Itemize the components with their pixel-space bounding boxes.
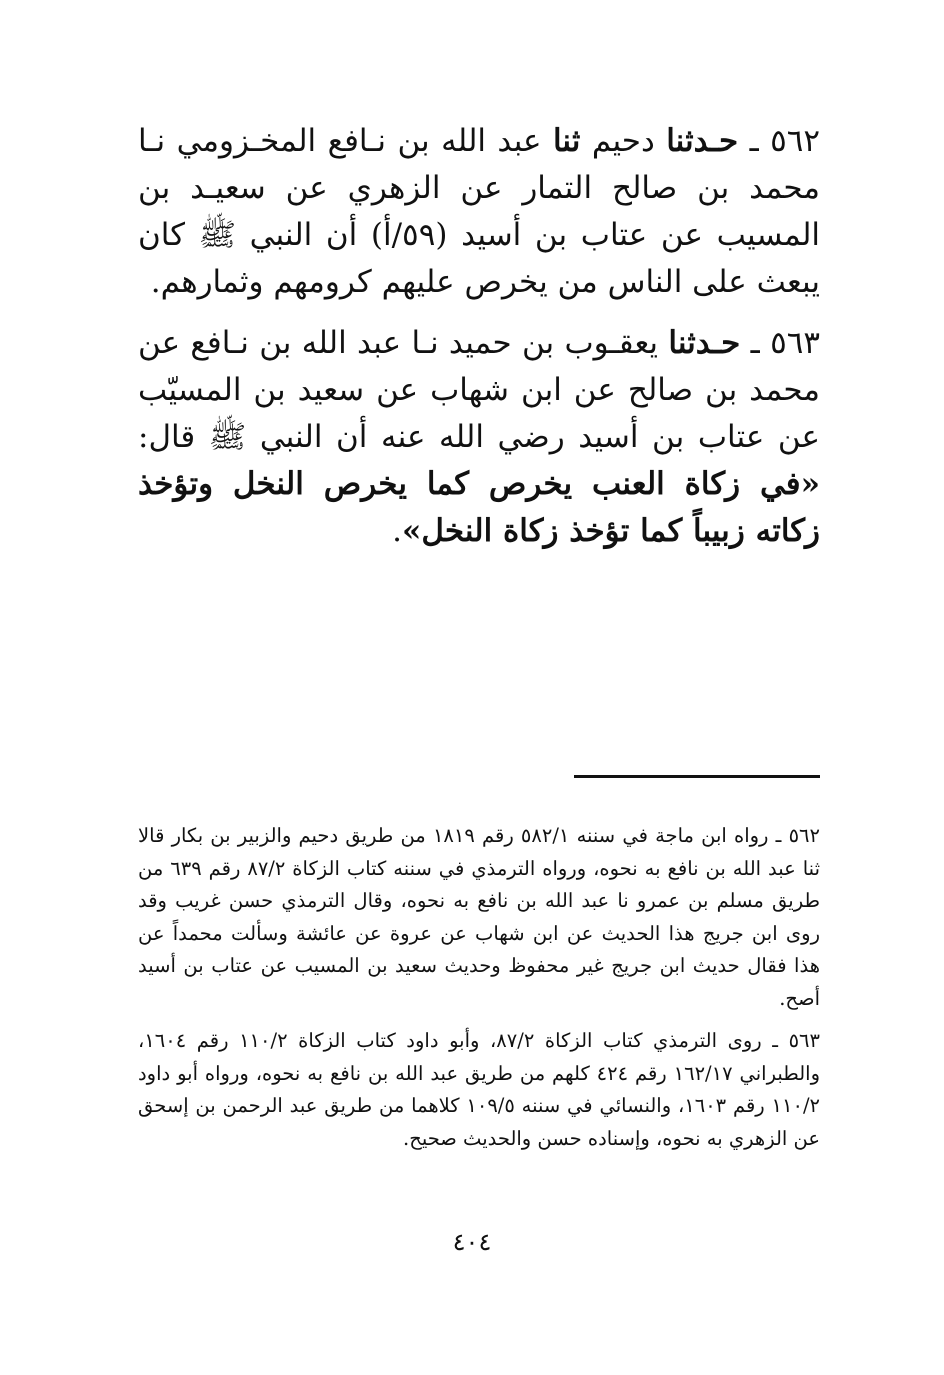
footnote-562: ٥٦٢ ـ رواه ابن ماجة في سننه ٥٨٢/١ رقم ١٨١٩ من طريق دحيم والزبير بن بكار قالا ثنا عبد الله بن نافع به نحوه، ورواه الترمذي في سننه كتاب الزكاة ٨٧/٢ رقم ٦٣٩ من طريق مسلم بن عمرو نا عبد الله بن نافع به نحوه، وقال الترمذي حسن غريب وقد روى ابن جريج هذا الحديث عن ابن شهاب عن عروة عن عائشة وسألت محمداً عن هذا فقال حديث ابن جريج غير محفوظ وحديث سعيد بن المسيب عن عتاب بن أسيد أصح. bbox=[138, 824, 820, 1010]
narration-verb: حـدثنا bbox=[668, 325, 741, 361]
narration-verb: حـدثنا bbox=[666, 123, 739, 159]
main-text bbox=[138, 118, 820, 569]
footnote-divider bbox=[574, 775, 820, 778]
footnote-563: ٥٦٣ ـ روى الترمذي كتاب الزكاة ٨٧/٢، وأبو داود كتاب الزكاة ١١٠/٢ رقم ١٦٠٤، والطبراني ١٦٢/١٧ رقم ٤٢٤ كلهم من طريق عبد الله بن نافع به نحوه، ورواه أبو داود ١١٠/٢ رقم ١٦٠٣، والنسائي في سننه ١٠٩/٥ كلاهما من طريق عبد الرحمن بن إسحق عن الزهري به نحوه، وإسناده حسن والحديث صحيح. bbox=[138, 1029, 820, 1150]
hadith-end: . bbox=[392, 513, 402, 549]
hadith-number: ٥٦٢ ـ bbox=[749, 123, 821, 159]
isnad-text: دحيم bbox=[580, 123, 667, 159]
hadith-563 bbox=[138, 320, 820, 555]
matn-text: «في زكاة العنب يخرص كما يخرص النخل وتؤخذ زكاته زبيباً كما تؤخذ زكاة النخل» bbox=[138, 466, 820, 549]
page-number: ٤٠٤ bbox=[452, 1228, 492, 1256]
hadith-number: ٥٦٣ ـ bbox=[750, 325, 821, 361]
footnotes bbox=[138, 820, 820, 1165]
hadith-562 bbox=[138, 118, 820, 306]
narration-verb: ثنا bbox=[552, 123, 581, 159]
isnad-text: يعقـوب بن حميد نـا عبد الله بن نـافع عن محمد بن صالح عن ابن شهاب عن سعيد بن المسيّب عن عتاب بن أسيد رضي الله عنه أن النبي ﷺ قال: bbox=[138, 325, 820, 455]
hadith-text: عبد الله بن نـافع المخـزومي نـا محمد بن صالح التمار عن الزهري عن سعيـد بن المسيب عن عتاب بن أسيد (٥٩/أ) أن النبي ﷺ كان يبعث على الناس من يخرص عليهم كرومهم وثمارهم. bbox=[138, 123, 821, 300]
